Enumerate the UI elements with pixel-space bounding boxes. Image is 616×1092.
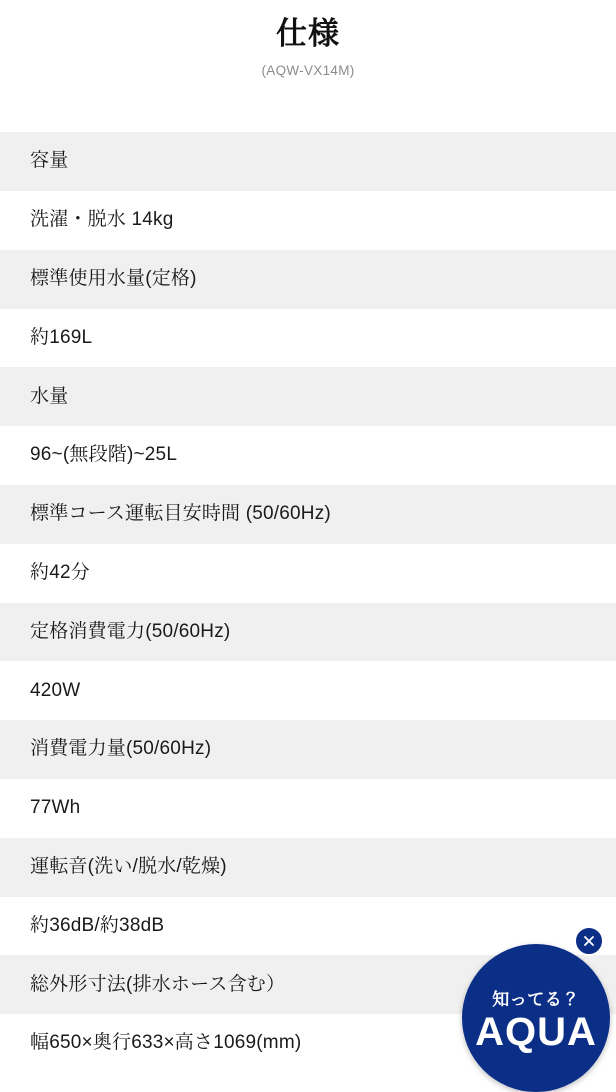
promo-badge-line2: AQUA xyxy=(475,1009,597,1054)
table-row-value: 約169L xyxy=(0,309,616,368)
table-row-label: 水量 xyxy=(0,367,616,426)
promo-badge[interactable] xyxy=(462,944,610,1092)
model-number: (AQW-VX14M) xyxy=(261,63,355,79)
table-row-value: 96~(無段階)~25L xyxy=(0,426,616,485)
table-row-label: 定格消費電力(50/60Hz) xyxy=(0,603,616,662)
table-row-label: 標準使用水量(定格) xyxy=(0,250,616,309)
table-row-value: 420W xyxy=(0,661,616,720)
close-icon[interactable] xyxy=(574,926,604,956)
page-title: 仕様 xyxy=(276,16,340,51)
table-row-label: 消費電力量(50/60Hz) xyxy=(0,720,616,779)
table-row-value: 洗濯・脱水 14kg xyxy=(0,191,616,250)
specification-table xyxy=(0,132,616,1073)
table-row-label: 運転音(洗い/脱水/乾燥) xyxy=(0,838,616,897)
table-row-value: 約42分 xyxy=(0,544,616,603)
table-row-value: 幅650×奥行633×高さ1069(mm) xyxy=(0,1014,616,1073)
page-header xyxy=(0,0,616,78)
table-row-value: 77Wh xyxy=(0,779,616,838)
promo-badge-line1: 知ってる？ xyxy=(492,989,580,1009)
table-row-value: 約36dB/約38dB xyxy=(0,897,616,956)
table-row-label: 容量 xyxy=(0,132,616,191)
table-row-label: 総外形寸法(排水ホース含む） xyxy=(0,955,616,1014)
table-row-label: 標準コース運転目安時間 (50/60Hz) xyxy=(0,485,616,544)
